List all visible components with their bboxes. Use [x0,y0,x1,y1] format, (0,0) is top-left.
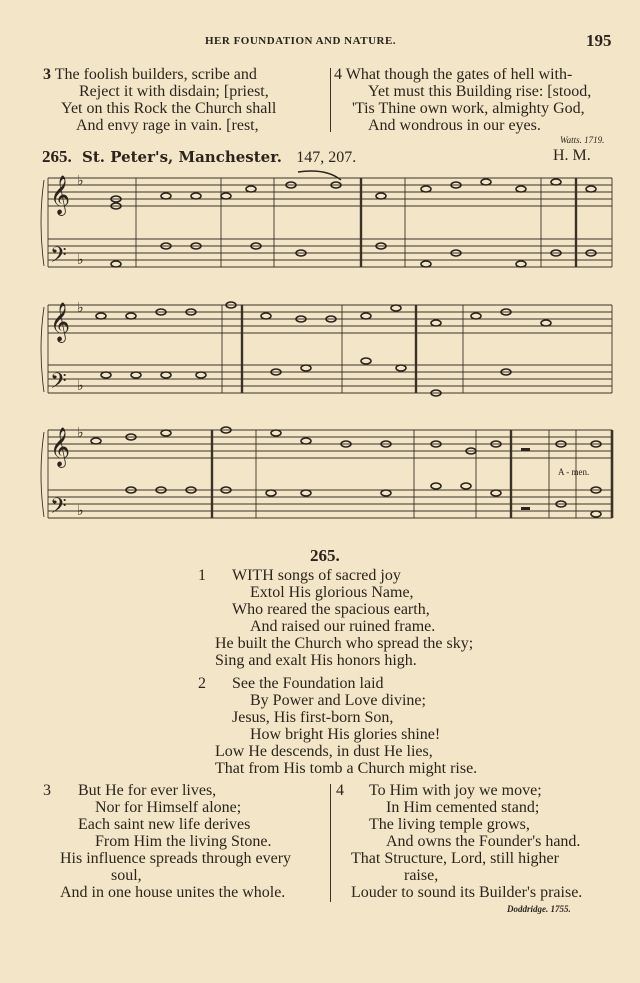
treble-clef-icon: 𝄞 [50,304,71,341]
verse-line: The living temple grows, [369,816,530,833]
verse-line: Reject it with disdain; [priest, [79,83,269,100]
verse-line: What though the gates of hell with- [345,66,573,83]
barlines [41,178,612,518]
verse-line: That Structure, Lord, still higher [351,850,559,867]
svg-text:♭: ♭ [77,426,84,441]
verse-line: But He for ever lives, [78,782,217,799]
verse-number: 4 [334,66,342,83]
music-score [36,168,616,538]
prev-hymn-verse-4 [334,66,624,134]
verse-line: To Him with joy we move; [369,782,542,799]
hymn-number: 265. [310,546,340,565]
verse-line: How bright His glories shine! [250,726,441,743]
column-divider [330,784,331,902]
verse-line: Each saint new life derives [78,816,251,833]
verse-line: By Power and Love divine; [250,692,426,709]
verse-line: See the Foundation laid [232,675,384,692]
verse-line: Sing and exalt His honors high. [215,652,417,669]
verse-number: 2 [198,675,206,692]
verse-number: 4 [336,782,344,799]
hymn-attribution: Doddridge. 1755. [507,904,571,914]
verse-line: From Him the living Stone. [95,833,272,850]
bass-clef-icon: 𝄢 [50,494,67,523]
verse-line: And raised our ruined frame. [250,618,436,635]
verse-line: The foolish builders, scribe and [54,66,257,83]
verse-number: 3 [43,66,51,83]
prev-hymn-verse-3 [43,66,325,134]
svg-text:♭: ♭ [77,504,84,519]
svg-text:♭: ♭ [77,174,84,189]
verse-line: WITH songs of sacred joy [232,567,401,584]
verse-line: Low He descends, in dust He lies, [215,743,433,760]
verse-line: In Him cemented stand; [386,799,540,816]
treble-clef-icon: 𝄞 [50,429,71,466]
hymn-verse-2 [198,675,477,777]
verse-line: Yet on this Rock the Church shall [61,100,277,117]
tune-meter: H. M. [553,147,591,164]
tune-heading [42,147,356,167]
prev-hymn-attribution: Watts. 1719. [560,135,605,145]
verse-line: And wondrous in our eyes. [368,117,541,134]
verse-number: 3 [43,782,51,799]
bass-clef-icon: 𝄢 [50,369,67,398]
verse-line: And in one house unites the whole. [60,884,286,901]
verse-line: Nor for Himself alone; [95,799,242,816]
verse-line: soul, [111,867,142,884]
verse-line: Extol His glorious Name, [250,584,414,601]
tune-name: St. Peter's, Manchester. [82,148,282,166]
verse-line: And envy rage in vain. [rest, [76,117,259,134]
svg-text:♭: ♭ [77,301,84,316]
verse-line: raise, [404,867,439,884]
amen-label: A - men. [558,467,590,477]
verse-number: 1 [198,567,206,584]
bass-clef-icon: 𝄢 [50,243,67,272]
column-divider [330,68,331,132]
verse-line: That from His tomb a Church might rise. [215,760,478,777]
page-number: 195 [586,31,612,50]
svg-text:♭: ♭ [77,253,84,268]
verse-line: Yet must this Building rise: [stood, [368,83,592,100]
verse-line: Who reared the spacious earth, [232,601,430,618]
svg-text:♭: ♭ [77,379,84,394]
verse-line: His influence spreads through every [60,850,292,867]
hymn-verse-3 [43,782,328,901]
tune-number: 265. [42,147,72,166]
verse-line: And owns the Founder's hand. [386,833,581,850]
tune-references: 147, 207. [296,149,357,166]
verse-line: Louder to sound its Builder's praise. [351,884,583,901]
verse-line: 'Tis Thine own work, almighty God, [352,100,585,117]
verse-line: Jesus, His first-born Son, [232,709,394,726]
staff-lines [48,178,612,518]
hymn-verse-1 [198,567,473,669]
hymn-verse-4 [336,782,626,901]
treble-clef-icon: 𝄞 [50,177,71,214]
verse-line: He built the Church who spread the sky; [215,635,474,652]
running-header: HER FOUNDATION AND NATURE. [205,35,397,47]
